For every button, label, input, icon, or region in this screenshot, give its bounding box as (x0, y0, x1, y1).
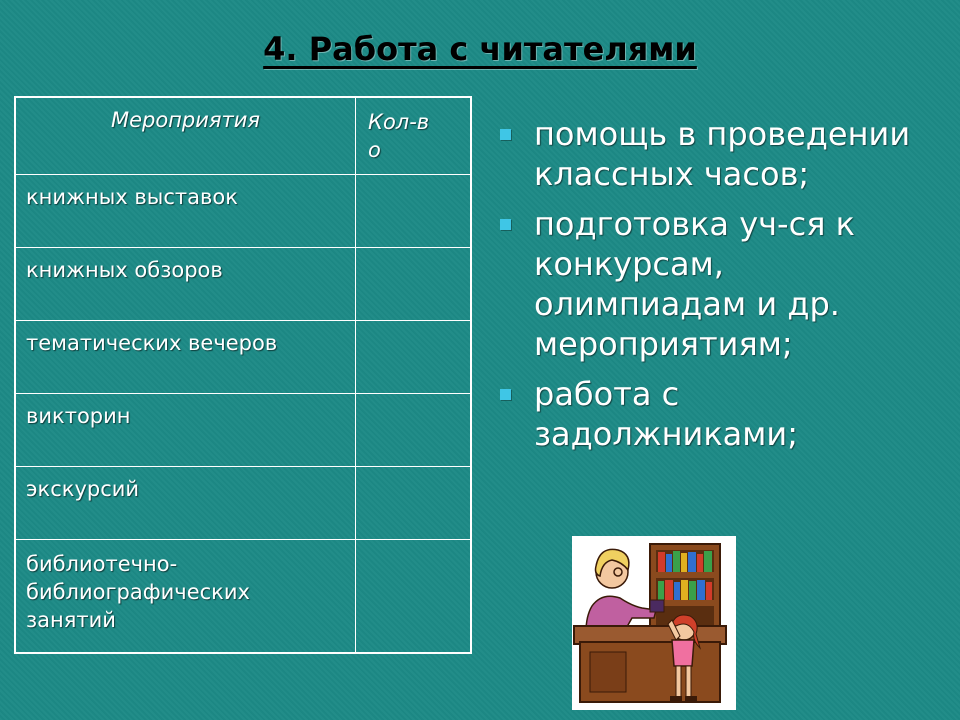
row-count (356, 540, 471, 653)
row-count (356, 394, 471, 467)
bullet-square-icon (500, 219, 511, 230)
table-row (15, 467, 471, 540)
table-header-row (15, 97, 471, 175)
list-item: помощь в проведении классных часов; (496, 114, 946, 194)
table-row (15, 540, 471, 653)
row-name: тематических вечеров (15, 321, 356, 394)
row-name: экскурсий (15, 467, 356, 540)
row-name: библиотечно-библиографических занятий (15, 540, 356, 653)
row-count (356, 467, 471, 540)
bullet-square-icon (500, 389, 511, 400)
row-name: книжных обзоров (15, 248, 356, 321)
librarian-illustration-icon (572, 536, 736, 710)
list-item: работа с задолжниками; (496, 374, 946, 454)
activities-list (496, 114, 946, 464)
header-count (356, 97, 471, 175)
row-name: викторин (15, 394, 356, 467)
bullet-square-icon (500, 129, 511, 140)
list-item: подготовка уч-ся к конкурсам, олимпиадам и др. мероприятиям; (496, 204, 946, 364)
table-row (15, 248, 471, 321)
events-table (14, 96, 472, 654)
row-count (356, 248, 471, 321)
table-row (15, 175, 471, 248)
table-row (15, 394, 471, 467)
librarian-clipart-image (572, 536, 736, 710)
header-events: Мероприятия (15, 97, 356, 175)
row-name: книжных выставок (15, 175, 356, 248)
row-count (356, 175, 471, 248)
table-row (15, 321, 471, 394)
header-count-label: Кол-во (368, 110, 430, 162)
row-count (356, 321, 471, 394)
slide-title: 4. Работа с читателями (263, 30, 697, 68)
